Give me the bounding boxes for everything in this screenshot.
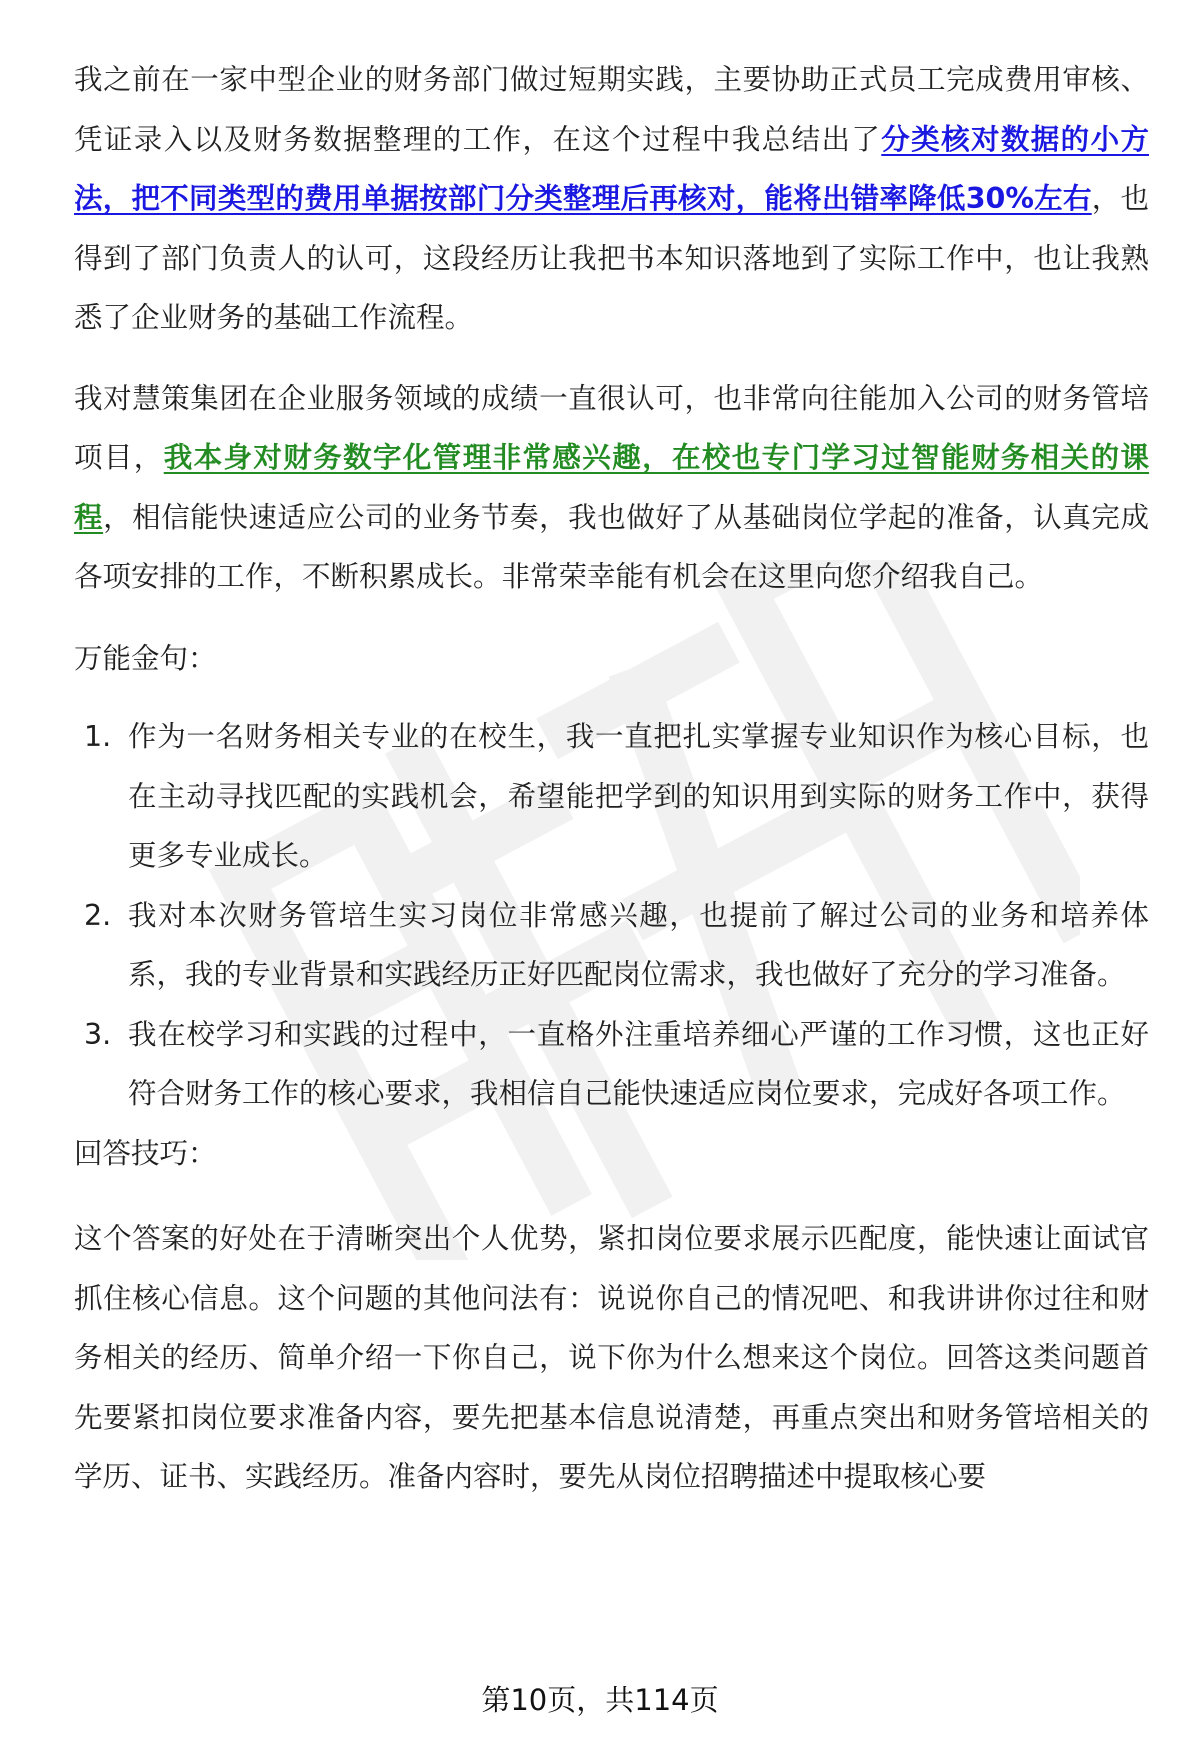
- paragraph-answer-tips: 这个答案的好处在于清晰突出个人优势，紧扣岗位要求展示匹配度，能快速让面试官抓住核心信息。这个问题的其他问法有：说说你自己的情况吧、和我讲讲你过往和财务相关的经历、简单介绍一下你自己，说下你为什么想来这个岗位。回答这类问题首先要紧扣岗位要求准备内容，要先把基本信息说清楚，再重点突出和财务管培相关的学历、证书、实践经历。准备内容时，要先从岗位招聘描述中提取核心要: [74, 1222, 1149, 1493]
- list-item-number: 1.: [84, 720, 112, 753]
- paragraph-motivation-text-before: 我对慧策集团在企业服务领域的成绩一直很认可，也非常向往能加入公司的财务管培项目，: [74, 381, 1149, 474]
- paragraph-internship: [74, 50, 1149, 348]
- paragraph-internship-text-after: ，也得到了部门负责人的认可，这段经历让我把书本知识落地到了实际工作中，也让我熟悉了企业财务的基础工作流程。: [74, 182, 1149, 334]
- list-item: [74, 1005, 1149, 1124]
- paragraph-internship-text-before: 我之前在一家中型企业的财务部门做过短期实践，主要协助正式员工完成费用审核、凭证录入以及财务数据整理的工作，在这个过程中我总结出了: [74, 63, 1149, 156]
- section-title-answer-tips: 回答技巧：: [74, 1136, 217, 1170]
- paragraph-motivation: [74, 369, 1149, 607]
- highlight-green-text: 我本身对财务数字化管理非常感兴趣，在校也专门学习过智能财务相关的课程: [74, 441, 1149, 534]
- highlight-blue-text: 分类核对数据的小方法，把不同类型的费用单据按部门分类整理后再核对，能将出错率降低30%左右: [74, 122, 1149, 215]
- list-item-text: 我对本次财务管培生实习岗位非常感兴趣，也提前了解过公司的业务和培养体系，我的专业背景和实践经历正好匹配岗位需求，我也做好了充分的学习准备。: [128, 898, 1149, 991]
- list-item: [74, 707, 1149, 886]
- page-number-footer: 第10页，共114页: [481, 1683, 719, 1717]
- list-item-number: 2.: [84, 898, 112, 932]
- golden-sentences-list: [74, 707, 1200, 1124]
- list-item-text: 作为一名财务相关专业的在校生，我一直把扎实掌握专业知识作为核心目标，也在主动寻找匹配的实践机会，希望能把学到的知识用到实际的财务工作中，获得更多专业成长。: [128, 720, 1149, 872]
- list-item-text: 我在校学习和实践的过程中，一直格外注重培养细心严谨的工作习惯，这也正好符合财务工作的核心要求，我相信自己能快速适应岗位要求，完成好各项工作。: [128, 1017, 1149, 1110]
- paragraph-motivation-text-after: ，相信能快速适应公司的业务节奏，我也做好了从基础岗位学起的准备，认真完成各项安排的工作，不断积累成长。非常荣幸能有机会在这里向您介绍我自己。: [74, 500, 1149, 593]
- section-title-golden-sentences: 万能金句：: [74, 641, 217, 675]
- list-item-number: 3.: [84, 1017, 112, 1051]
- list-item: [74, 886, 1149, 1005]
